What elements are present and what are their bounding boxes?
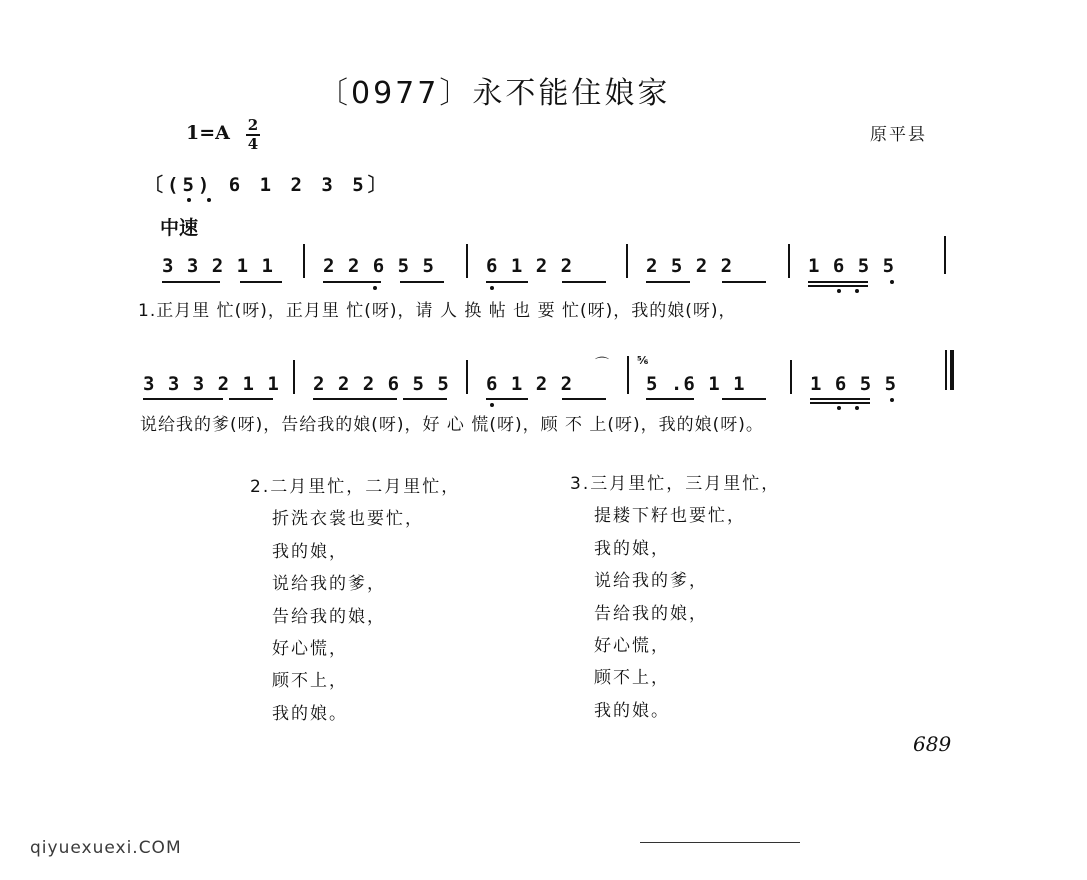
final-barline-thin (945, 350, 947, 390)
low-octave-dot (837, 406, 841, 410)
barline (627, 356, 629, 394)
measure-9: 5 .6 1 1 (646, 373, 746, 395)
verse-3-line: 提耧下籽也要忙， (594, 506, 746, 527)
verse-3-line: 好心慌， (594, 636, 670, 657)
beam (229, 398, 273, 400)
low-octave-dot (187, 198, 191, 202)
verse-2-line: 告给我的娘， (272, 606, 386, 627)
beam (323, 281, 381, 283)
verse-2 (250, 471, 460, 730)
barline (466, 244, 468, 278)
beam (722, 281, 766, 283)
song-title: 〔0977〕永不能住娘家 (318, 76, 671, 111)
barline (466, 360, 468, 394)
time-signature-bottom: 4 (247, 135, 259, 153)
verse-2-line: 好心慌， (272, 639, 348, 660)
measure-3: 6 1 2 2 (486, 255, 574, 277)
beam (403, 398, 447, 400)
beam (162, 281, 220, 283)
measure-2: 2 2 6 5 5 (323, 255, 435, 277)
verse-2-line: 说给我的爹， (272, 574, 386, 595)
beam (400, 281, 444, 283)
lyric-line-2: 说给我的爹(呀)，告给我的娘(呀)，好 心 慌(呀)，顾 不 上(呀)，我的娘(呀)。 (140, 415, 764, 435)
measure-6: 3 3 3 2 1 1 (143, 373, 280, 395)
beam (562, 398, 606, 400)
verse-3-line: 3.三月里忙，三月里忙， (570, 474, 781, 494)
barline (303, 244, 305, 278)
end-barline (944, 236, 946, 274)
beam (646, 398, 694, 400)
verse-2-line: 折洗衣裳也要忙， (272, 509, 424, 530)
beam (646, 281, 690, 283)
beam (313, 398, 397, 400)
region-label: 原平县 (870, 125, 927, 145)
time-signature-top: 2 (247, 116, 259, 134)
time-signature (246, 118, 260, 152)
beam (810, 398, 870, 400)
low-octave-dot (490, 403, 494, 407)
measure-10: 1 6 5 5 (810, 373, 898, 395)
verse-3-line: 我的娘。 (594, 700, 670, 721)
measure-4: 2 5 2 2 (646, 255, 734, 277)
tempo-marking: 中速 (160, 217, 199, 239)
measure-7: 2 2 2 6 5 5 (313, 373, 450, 395)
lyric-line-1: 1.正月里 忙(呀)，正月里 忙(呀)，请 人 换 帖 也 要 忙(呀)，我的娘(呀)， (138, 301, 737, 321)
barline (293, 360, 295, 394)
low-octave-dot (855, 406, 859, 410)
verse-2-line: 顾不上， (272, 671, 348, 692)
grace-note-icon: ⁵⁄₆ (637, 354, 649, 367)
beam (486, 281, 528, 283)
beam (722, 398, 766, 400)
beam (810, 402, 870, 404)
beam (808, 285, 868, 287)
verse-2-line: 我的娘， (272, 541, 348, 562)
verse-3-line: 顾不上， (594, 668, 670, 689)
key-signature: 1=A (186, 122, 230, 144)
low-octave-dot (890, 280, 894, 284)
verse-3-line: 我的娘， (594, 538, 670, 559)
beam (562, 281, 606, 283)
beam (486, 398, 528, 400)
divider (640, 842, 800, 843)
beam (240, 281, 282, 283)
beam (143, 398, 223, 400)
beam (808, 281, 868, 283)
barline (788, 244, 790, 278)
final-barline-thick (950, 350, 954, 390)
verse-2-line: 2.二月里忙，二月里忙， (250, 477, 461, 497)
low-octave-dot (855, 289, 859, 293)
verse-2-line: 我的娘。 (272, 703, 348, 724)
low-octave-dot (890, 398, 894, 402)
fermata-icon: ⌒ (595, 357, 609, 373)
low-octave-dot (490, 286, 494, 290)
verse-3 (570, 468, 780, 727)
low-octave-dot (207, 198, 211, 202)
verse-3-line: 告给我的娘， (594, 603, 708, 624)
verse-3-line: 说给我的爹， (594, 571, 708, 592)
low-octave-dot (373, 286, 377, 290)
barline (626, 244, 628, 278)
barline (790, 360, 792, 394)
intro-notation: 〔(5) 6 1 2 3 5〕 (144, 174, 391, 196)
measure-8: 6 1 2 2 (486, 373, 574, 395)
low-octave-dot (837, 289, 841, 293)
page-number: 689 (913, 732, 952, 756)
measure-1: 3 3 2 1 1 (162, 255, 274, 277)
measure-5: 1 6 5 5 (808, 255, 896, 277)
watermark-logo: qiyuexuexi.COM (30, 838, 182, 858)
